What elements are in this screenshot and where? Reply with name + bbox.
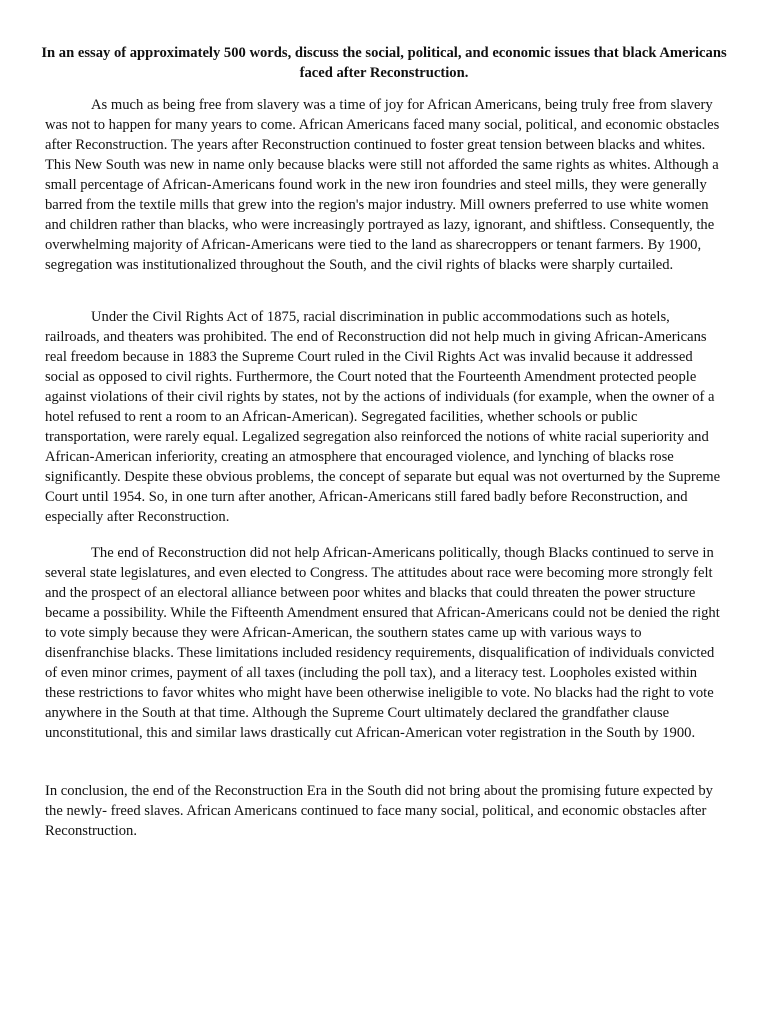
- paragraph-social-issues: As much as being free from slavery was a time of joy for African Americans, being truly free from slavery was not to happen for many years to come. African Americans faced many social, political, and economic obstacles after Reconstruction. The years after Reconstruction continued to foster great tension between blacks and whites. This New South was new in name only because blacks were still not afforded the same rights as whites. Although a small percentage of African-Americans found work in the new iron foundries and steel mills, they were generally barred from the textile mills that grew into the region's major industry. Mill owners preferred to use white women and children rather than blacks, who were increasingly portrayed as lazy, ignorant, and shiftless. Consequently, the overwhelming majority of African-Americans were tied to the land as sharecroppers or tenant farmers. By 1900, segregation was institutionalized throughout the South, and the civil rights of blacks were sharply curtailed.: [45, 97, 720, 273]
- paragraph-political-issues: The end of Reconstruction did not help African-Americans politically, though Blacks continued to serve in several state legislatures, and even elected to Congress. The attitudes about race were becoming more strongly felt and the prospect of an electoral alliance between poor whites and blacks that could threaten the power structure became a possibility. While the Fifteenth Amendment ensured that African-Americans could not be denied the right to vote simply because they were African-American, the southern states came up with various ways to disenfranchise blacks. These limitations included residency requirements, disqualification of individuals convicted of even minor crimes, payment of all taxes (including the poll tax), and a literacy test. Loopholes existed within these restrictions to favor whites who might have been otherwise ineligible to vote. No blacks had the right to vote anywhere in the South at that time. Although the Supreme Court ultimately declared the grandfather clause unconstitutional, this and similar laws drastically cut African-American voter registration in the South by 1900.: [45, 545, 720, 741]
- essay-prompt-title: In an essay of approximately 500 words, discuss the social, political, and economic issues that black Americans faced after Reconstruction.: [41, 45, 727, 81]
- paragraph-conclusion: In conclusion, the end of the Reconstruction Era in the South did not bring about the promising future expected by the newly- freed slaves. African Americans continued to face many social, political, and economic obstacles after Reconstruction.: [45, 783, 713, 839]
- paragraph-civil-rights: Under the Civil Rights Act of 1875, racial discrimination in public accommodations such as hotels, railroads, and theaters was prohibited. The end of Reconstruction did not help much in giving African-Americans real freedom because in 1883 the Supreme Court ruled in the Civil Rights Act was invalid because it addressed social as opposed to civil rights. Furthermore, the Court noted that the Fourteenth Amendment protected people against violations of their civil rights by states, not by the actions of individuals (for example, when the owner of a hotel refused to rent a room to an African-American). Segregated facilities, whether schools or public transportation, were rarely equal. Legalized segregation also reinforced the notions of white racial superiority and African-American inferiority, creating an atmosphere that encouraged violence, and lynching of blacks rose significantly. Despite these obvious problems, the concept of separate but equal was not overturned by the Supreme Court until 1954. So, in one turn after another, African-Americans still fared badly before Reconstruction, and especially after Reconstruction.: [45, 309, 721, 525]
